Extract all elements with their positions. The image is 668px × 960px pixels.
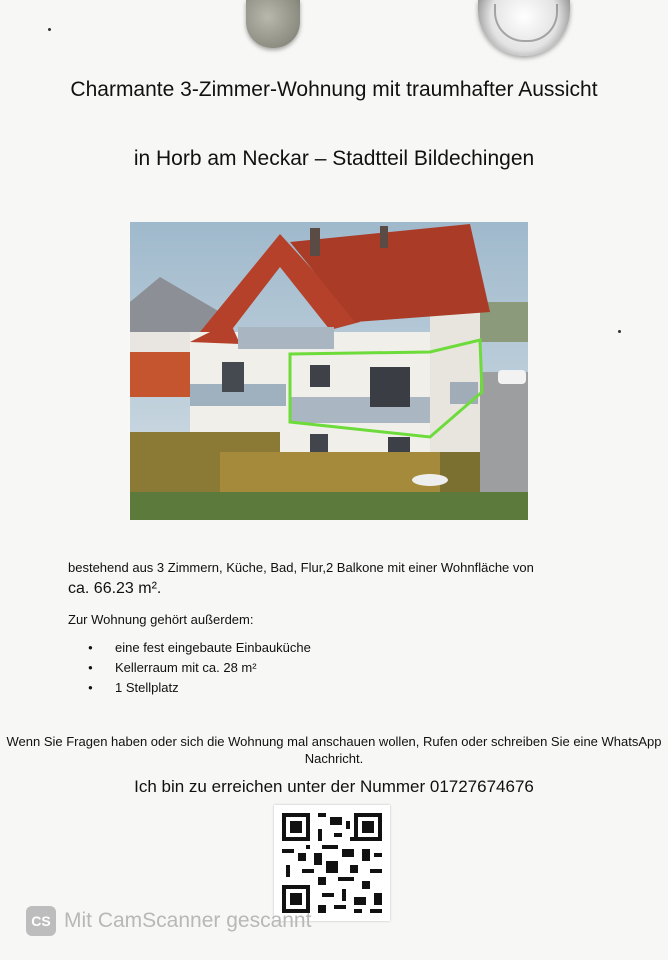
page-subtitle: in Horb am Neckar – Stadtteil Bildechingen — [133, 147, 535, 170]
page-title: Charmante 3-Zimmer-Wohnung mit traumhafter Aussicht — [70, 78, 598, 101]
watermark-text: Mit CamScanner gescannt — [64, 909, 312, 932]
speck — [48, 28, 51, 31]
camscanner-logo-icon: CS — [26, 906, 56, 936]
phone-text: Ich bin zu erreichen unter der Nummer 01727674676 — [134, 777, 534, 796]
list-item: ● 1 Stellplatz — [88, 678, 311, 698]
speck — [618, 330, 621, 333]
camscanner-watermark — [26, 906, 311, 936]
qr-code — [274, 805, 390, 921]
feature-list — [88, 638, 311, 698]
contact-text: Wenn Sie Fragen haben oder sich die Wohnung mal anschauen wollen, Rufen oder schreiben Sie eine WhatsApp Nachricht. — [6, 734, 662, 766]
apartment-description: bestehend aus 3 Zimmern, Küche, Bad, Flur,2 Balkone mit einer Wohnfläche von — [68, 560, 534, 575]
list-item: ● eine fest eingebaute Einbauküche — [88, 638, 311, 658]
living-area: ca. 66.23 m². — [68, 580, 162, 597]
glass-pushpin-right — [478, 0, 570, 56]
house-photo — [130, 222, 528, 520]
pushpin-left — [246, 0, 300, 48]
features-heading: Zur Wohnung gehört außerdem: — [68, 612, 254, 627]
list-item: ● Kellerraum mit ca. 28 m² — [88, 658, 311, 678]
